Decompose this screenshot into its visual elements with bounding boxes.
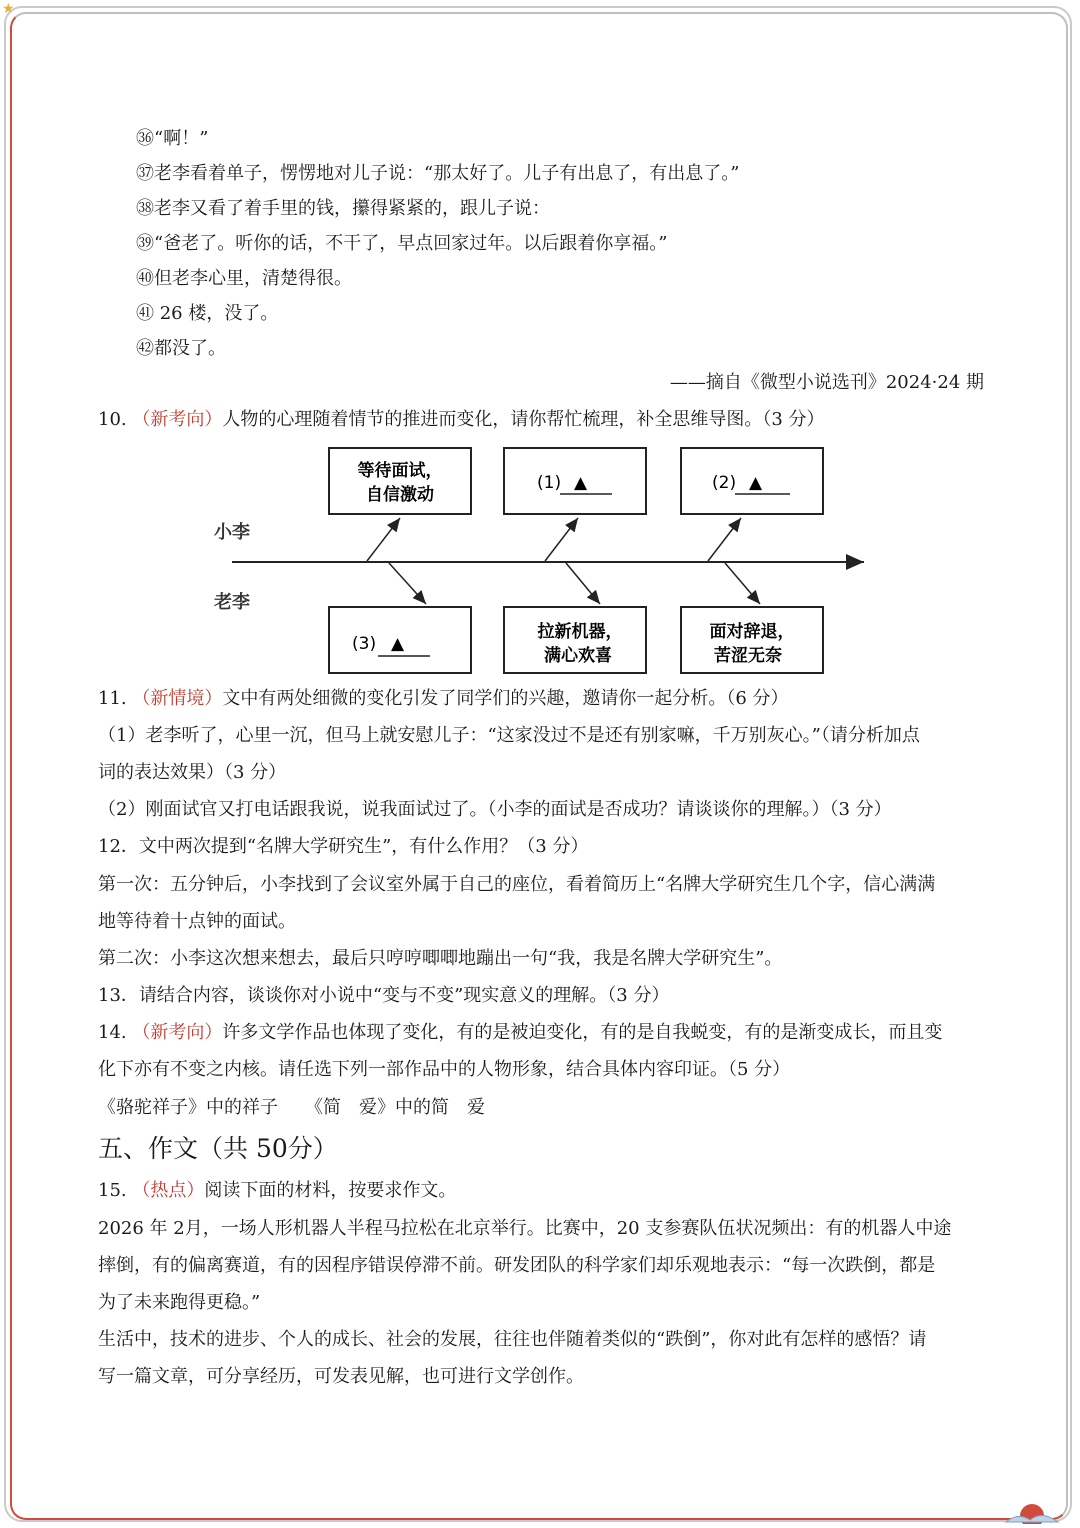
story-line-42: ㊷都没了。	[136, 338, 226, 359]
q11-part1-line2: 词的表达效果）（3 分）	[98, 762, 287, 783]
q15-number: 15.	[98, 1180, 127, 1201]
q10-text: 人物的心理随着情节的推进而变化，请你帮忙梳理，补全思维导图。（3 分）	[222, 409, 825, 430]
connector-top-2	[545, 518, 578, 561]
connector-bottom-1	[389, 563, 426, 604]
q15-material-line1: 2026 年 2月，一场人形机器人半程马拉松在北京举行。比赛中，20 支参赛队伍状况频出：有的机器人中途	[98, 1218, 952, 1239]
q11-number: 11.	[98, 688, 127, 709]
connector-top-1	[367, 518, 400, 561]
q12-second: 第二次：小李这次想来想去，最后只哼哼唧唧地蹦出一句“我，我是名牌大学研究生”。	[98, 948, 783, 969]
question-14	[98, 1022, 984, 1044]
top-box-1-line1: 等待面试，	[357, 461, 443, 481]
bottom-box-3-line2: 苦涩无奈	[714, 646, 782, 666]
q11-text: 文中有两处细微的变化引发了同学们的兴趣，邀请你一起分析。（6 分）	[222, 688, 789, 709]
top-box-3-mark: ▲	[749, 473, 763, 493]
q11-tag: （新情境）	[132, 688, 223, 709]
bottom-box-2-line1: 拉新机器，	[537, 622, 623, 642]
mind-map-diagram	[0, 0, 1080, 700]
question-11	[98, 688, 984, 710]
story-line-41: ㊶ 26 楼，没了。	[136, 303, 279, 324]
q14-text: 许多文学作品也体现了变化，有的是被迫变化，有的是自我蜕变，有的是渐变成长，而且变	[222, 1022, 943, 1043]
q15-text: 阅读下面的材料，按要求作文。	[204, 1180, 457, 1201]
star-icon: ★	[2, 1, 15, 17]
q11-part2: （2）刚面试官又打电话跟我说，说我面试过了。（小李的面试是否成功？请谈谈你的理解。）（3 分）	[98, 799, 892, 820]
q15-material-line2: 摔倒，有的偏离赛道，有的因程序错误停滞不前。研发团队的科学家们却乐观地表示：“每一次跌倒，都是	[98, 1255, 936, 1276]
q10-tag: （新考向）	[132, 409, 223, 430]
corner-decoration-icon	[1002, 1494, 1062, 1524]
bottom-box-1-blank: (3)	[352, 634, 377, 654]
q14-line2: 化下亦有不变之内核。请任选下列一部作品中的人物形象，结合具体内容印证。（5 分）	[98, 1059, 791, 1080]
top-box-1-line2: 自信激动	[366, 485, 434, 505]
q14-options: 《骆驼祥子》中的祥子 《简 爱》中的简 爱	[98, 1097, 485, 1118]
row-label-laoli: 老李	[214, 592, 250, 613]
top-box-2-mark: ▲	[574, 473, 588, 493]
connector-bottom-3	[725, 563, 760, 604]
bottom-box-1-mark: ▲	[391, 634, 405, 654]
story-line-38: ㊳老李又看了着手里的钱，攥得紧紧的，跟儿子说：	[136, 198, 550, 219]
question-13: 13．请结合内容，谈谈你对小说中“变与不变”现实意义的理解。（3 分）	[98, 985, 670, 1006]
top-box-2-blank: (1)	[537, 473, 562, 493]
bottom-box-3-line1: 面对辞退，	[709, 622, 795, 642]
connector-bottom-2	[566, 563, 600, 604]
story-line-39: ㊴“爸老了。听你的话，不干了，早点回家过年。以后跟着你享福。”	[136, 233, 668, 254]
question-15	[98, 1180, 984, 1202]
q14-number: 14.	[98, 1022, 127, 1043]
q14-tag: （新考向）	[132, 1022, 223, 1043]
row-label-xiaoli: 小李	[214, 522, 250, 543]
story-line-36: ㊱“啊！”	[136, 128, 209, 149]
story-line-37: ㊲老李看着单子，愣愣地对儿子说：“那太好了。儿子有出息了，有出息了。”	[136, 163, 740, 184]
connector-top-3	[708, 518, 741, 561]
question-12: 12．文中两次提到“名牌大学研究生”，有什么作用？（3 分）	[98, 836, 589, 857]
q10-number: 10.	[98, 409, 127, 430]
story-source: ——摘自《微型小说选刊》2024·24 期	[669, 372, 984, 393]
top-box-3-blank: (2)	[712, 473, 737, 493]
q15-tag: （热点）	[132, 1180, 205, 1201]
q12-first-line1: 第一次：五分钟后，小李找到了会议室外属于自己的座位，看着简历上“名牌大学研究生几个字，信心满满	[98, 874, 936, 895]
q15-material-line3: 为了未来跑得更稳。”	[98, 1292, 261, 1313]
section-5-title: 五、作文（共 50分）	[98, 1134, 338, 1163]
bottom-box-2-line2: 满心欢喜	[544, 646, 612, 666]
q15-requirement-line1: 生活中，技术的进步、个人的成长、社会的发展，往往也伴随着类似的“跌倒”，你对此有怎样的感悟？请	[98, 1329, 927, 1350]
q11-part1-line1: （1）老李听了，心里一沉，但马上就安慰儿子：“这家没过不是还有别家嘛，千万别灰心。”（请分析加点	[98, 725, 920, 746]
q15-requirement-line2: 写一篇文章，可分享经历，可发表见解，也可进行文学创作。	[98, 1366, 584, 1387]
q12-first-line2: 地等待着十点钟的面试。	[98, 911, 296, 932]
story-line-40: ㊵但老李心里，清楚得很。	[136, 268, 352, 289]
